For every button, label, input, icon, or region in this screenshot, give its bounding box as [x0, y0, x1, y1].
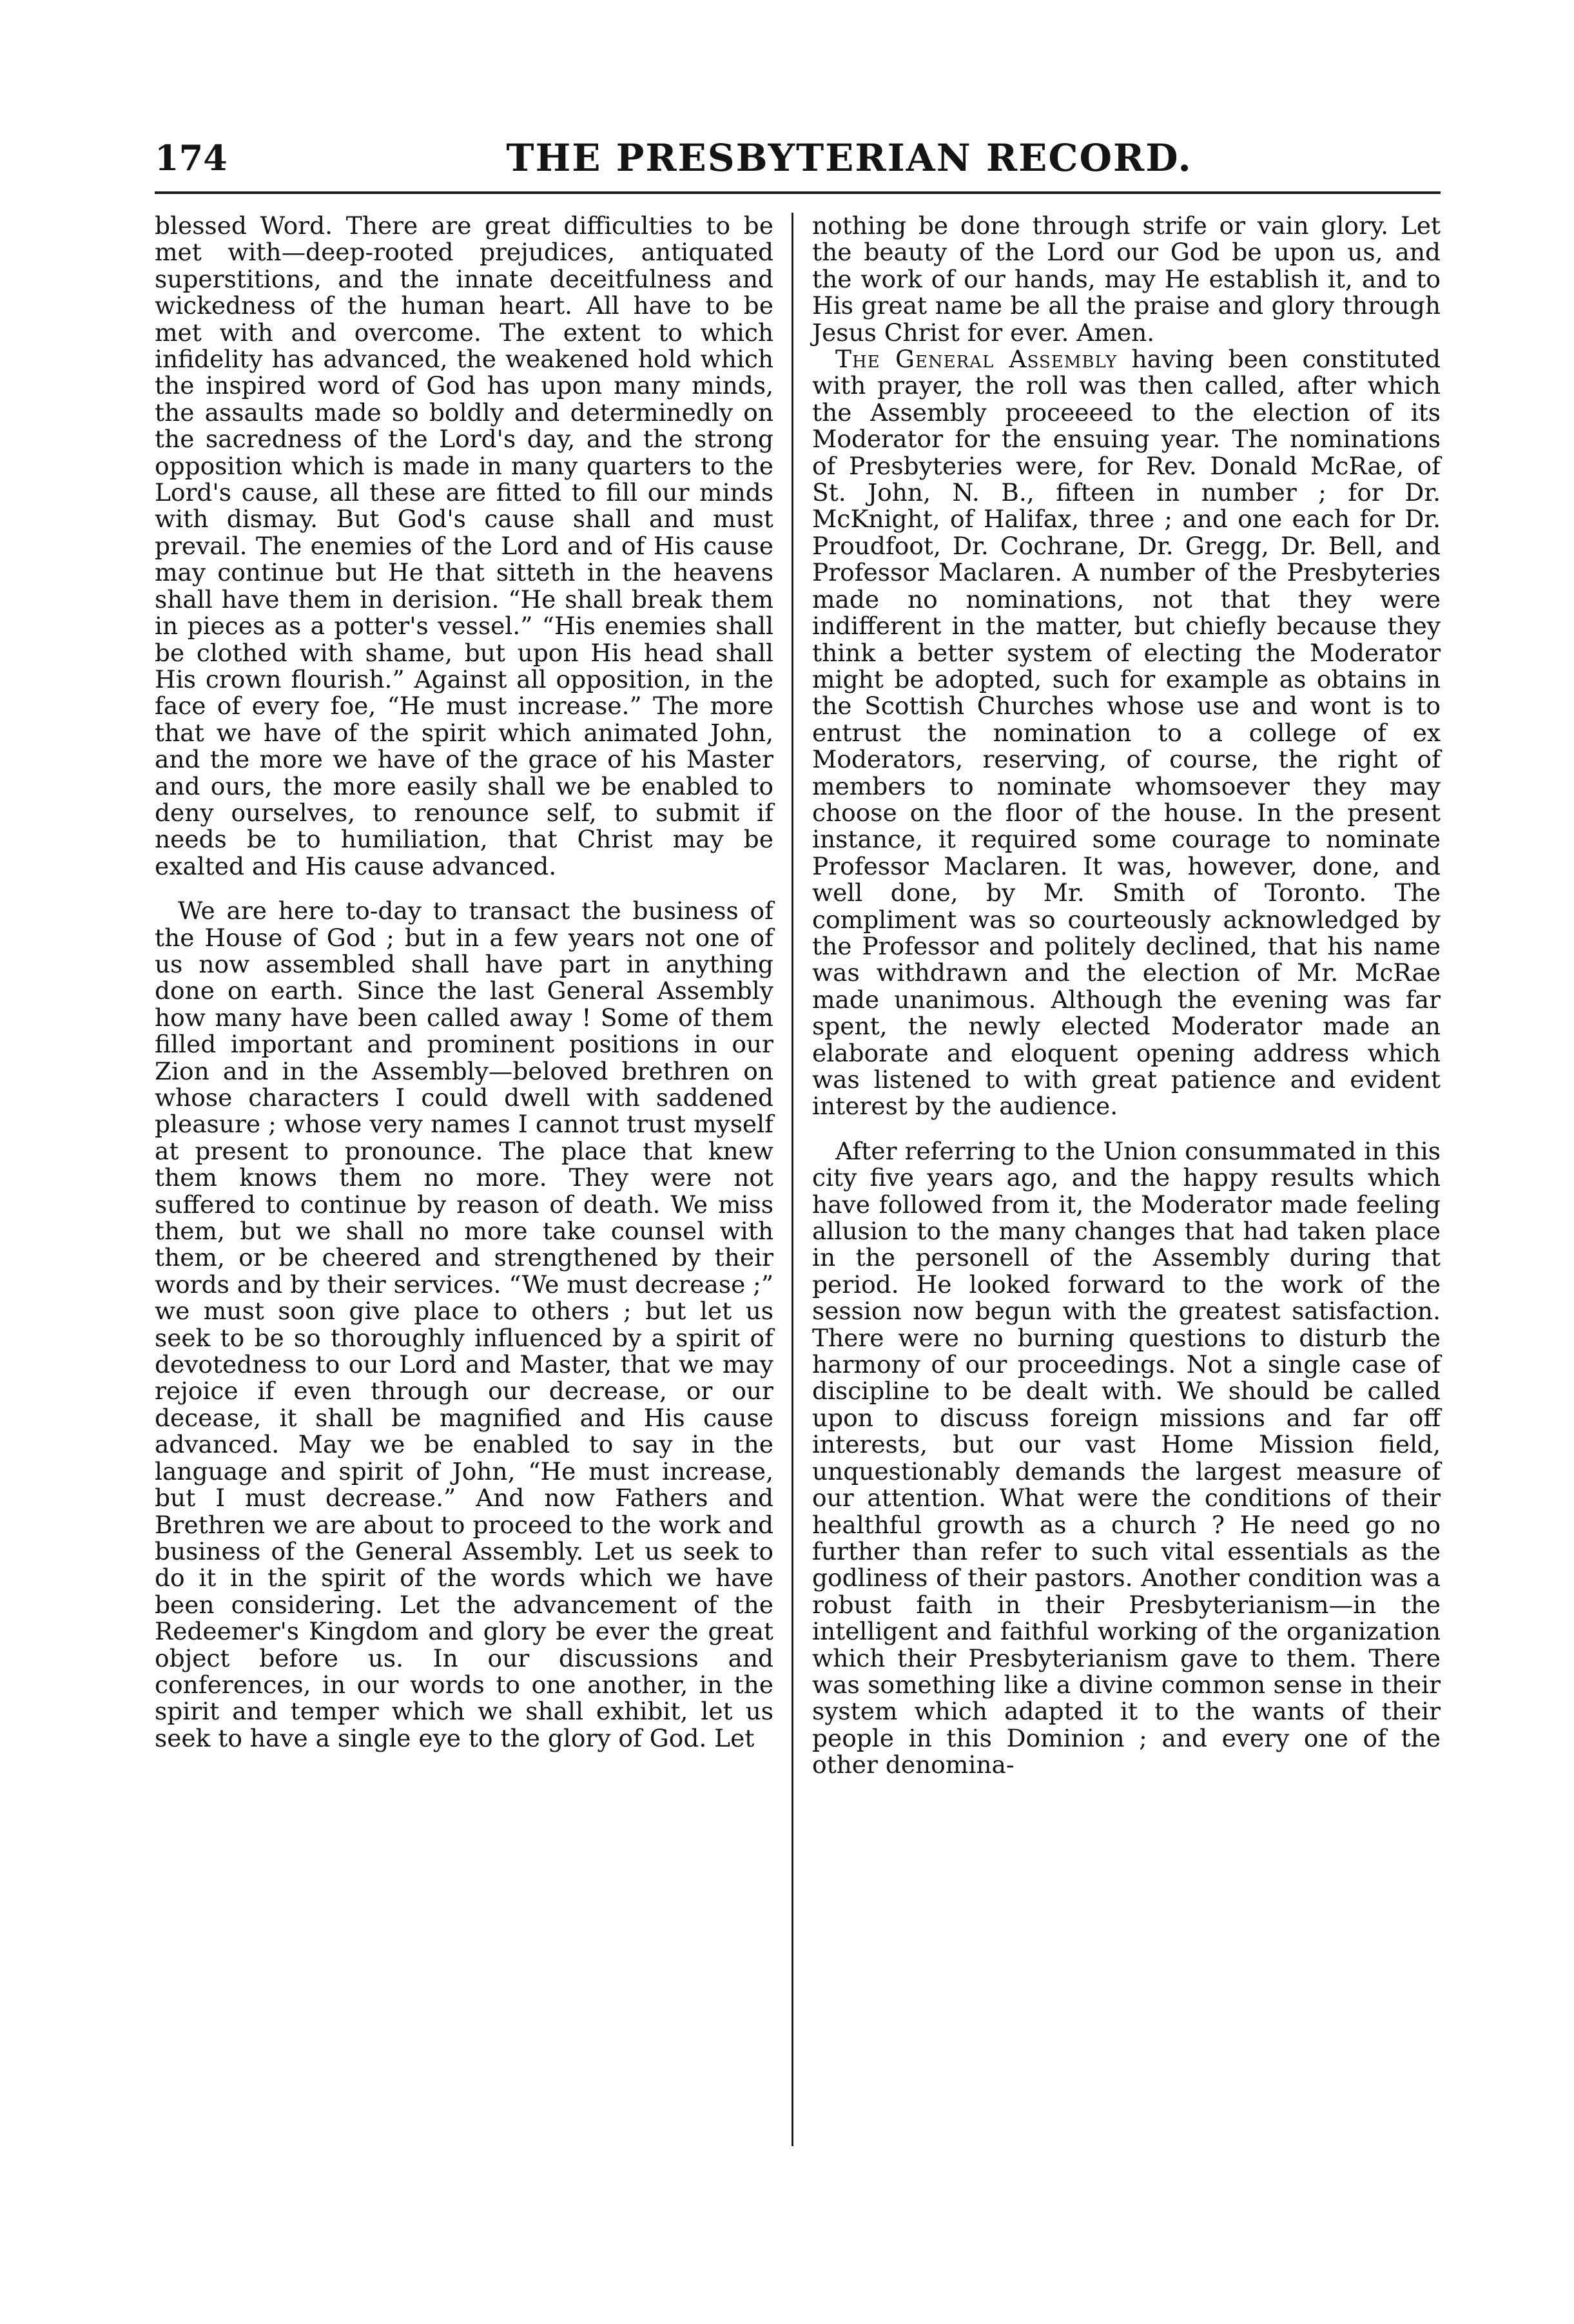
journal-title: THE PRESBYTERIAN RECORD. [506, 136, 1192, 180]
header-rule [155, 191, 1441, 194]
page-header [155, 132, 1441, 184]
right-column [812, 213, 1441, 1779]
left-column [155, 213, 773, 1752]
left-paragraph-1: blessed Word. There are great difficulties to be met with—deep-rooted prejudices, antiquated superstitions, and the innate deceitfulness and wickedness of the human heart. All have to be met with and overcome. The extent to which infidelity has advanced, the weakened hold which the inspired word of God has upon many minds, the assaults made so boldly and determinedly on the sacredness of the Lord's day, and the strong opposition which is made in many quarters to the Lord's cause, all these are fitted to fill our minds with dismay. But God's cause shall and must prevail. The enemies of the Lord and of His cause may continue but He that sitteth in the heavens shall have them in derision. “He shall break them in pieces as a potter's vessel.” “His enemies shall be clothed with shame, but upon His head shall His crown flourish.” Against all opposition, in the face of every foe, “He must increase.” The more that we have of the spirit which animated John, and the more we have of the grace of his Master and ours, the more easily shall we be enabled to deny ourselves, to renounce self, to submit if needs be to humiliation, that Christ may be exalted and His cause advanced. [155, 211, 773, 880]
left-paragraph-2: We are here to-day to transact the business of the House of God ; but in a few years not one of us now assembled shall have part in anything done on earth. Since the last General Assembly how many have been called away ! Some of them filled important and prominent positions in our Zion and in the Assembly—beloved brethren on whose characters I could dwell with saddened pleasure ; whose very names I cannot trust myself at present to pronounce. The place that knew them knows them no more. They were not suffered to continue by reason of death. We miss them, but we shall no more take counsel with them, or be cheered and strengthened by their words and by their services. “We must decrease ;” we must soon give place to others ; but let us seek to be so thoroughly influenced by a spirit of devotedness to our Lord and Master, that we may rejoice if even through our decrease, or our decease, it shall be magnified and His cause advanced. May we be enabled to say in the language and spirit of John, “He must increase, but I must decrease.” And now Fathers and Brethren we are about to proceed to the work and business of the General Assembly. Let us seek to do it in the spirit of the words which we have been considering. Let the advancement of the Redeemer's Kingdom and glory be ever the great object before us. In our discussions and conferences, in our words to one another, in the spirit and temper which we shall exhibit, let us seek to have a single eye to the glory of God. Let [155, 896, 773, 1752]
right-paragraph-2 [812, 346, 1441, 1120]
right-paragraph-2-body: having been constituted with prayer, the roll was then called, after which the Assembly proceeeed to the election of its Moderator for the ensuing year. The nominations of Presbyteries were, for Rev. Donald McRae, of St. John, N. B., fifteen in number ; for Dr. McKnight, of Halifax, three ; and one each for Dr. Proudfoot, Dr. Cochrane, Dr. Gregg, Dr. Bell, and Professor Maclaren. A number of the Presbyteries made no nominations, not that they were indifferent in the matter, but chiefly because they think a better system of electing the Moderator might be adopted, such for example as obtains in the Scottish Churches whose use and wont is to entrust the nomination to a college of ex Moderators, reserving, of course, the right of members to nominate whomsoever they may choose on the floor of the house. In the present instance, it required some courage to nominate Professor Maclaren. It was, however, done, and well done, by Mr. Smith of Toronto. The compliment was so courteously acknowledged by the Professor and politely declined, that his name was withdrawn and the election of Mr. McRae made unanimous. Although the evening was far spent, the newly elected Moderator made an elaborate and eloquent opening address which was listened to with great patience and evident interest by the audience. [812, 345, 1441, 1121]
right-paragraph-3: After referring to the Union consummated in this city five years ago, and the happy results which have followed from it, the Moderator made feeling allusion to the many changes that had taken place in the personell of the Assembly during that period. He looked forward to the work of the session now begun with the greatest satisfaction. There were no burning questions to disturb the harmony of our proceedings. Not a single case of discipline to be dealt with. We should be called upon to discuss foreign missions and far off interests, but our vast Home Mission field, unquestionably demands the largest measure of our attention. What were the conditions of their healthful growth as a church ? He need go no further than refer to such vital essentials as the godliness of their pastors. Another condition was a robust faith in their Presbyterianism—in the intelligent and faithful working of the organization which their Presbyterianism gave to them. There was something like a divine common sense in their system which adapted it to the wants of their people in this Dominion ; and every one of the other denomina- [812, 1136, 1441, 1779]
right-paragraph-2-lead: The General Assembly [835, 345, 1118, 374]
column-divider [792, 213, 793, 2146]
right-paragraph-1: nothing be done through strife or vain glory. Let the beauty of the Lord our God be upon us, and the work of our hands, may He establish it, and to His great name be all the praise and glory through Jesus Christ for ever. Amen. [812, 211, 1441, 347]
page-number: 174 [155, 137, 228, 179]
